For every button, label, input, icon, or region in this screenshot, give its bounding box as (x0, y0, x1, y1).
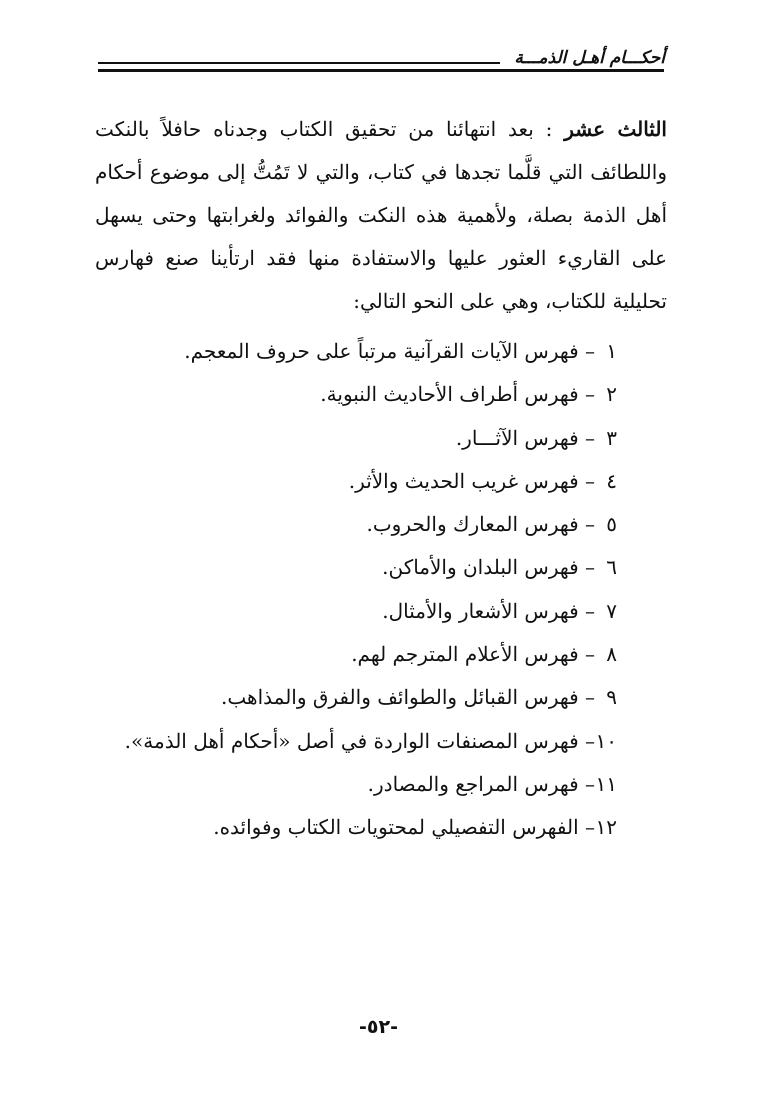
list-item: ١٠– فهرس المصنفات الواردة في أصل «أحكام أهل الذمة». (97, 720, 617, 763)
list-item: ١٢– الفهرس التفصيلي لمحتويات الكتاب وفوائده. (97, 806, 617, 849)
list-item-number: ١١ (595, 771, 617, 796)
list-item: ٩– فهرس القبائل والطوائف والفرق والمذاهب. (97, 676, 617, 719)
page-number: -٥٢- (359, 1016, 398, 1038)
list-item-text: فهرس الأعلام المترجم لهم. (351, 642, 579, 667)
list-item: ٤– فهرس غريب الحديث والأثر. (97, 460, 617, 503)
list-item: ٢– فهرس أطراف الأحاديث النبوية. (97, 373, 617, 416)
list-item-text: فهرس البلدان والأماكن. (382, 555, 579, 580)
list-item-number: ٣ (606, 425, 617, 450)
running-header: أحكـــام أهـل الذمـــة (514, 48, 665, 68)
list-item-text: فهرس المعارك والحروب. (366, 512, 579, 537)
header-rule-thick (98, 69, 664, 72)
list-item-number: ٥ (606, 512, 617, 537)
list-item-text: فهرس القبائل والطوائف والفرق والمذاهب. (221, 685, 579, 710)
list-item-number: ٤ (606, 468, 617, 493)
list-item: ١– فهرس الآيات القرآنية مرتباً على حروف المعجم. (97, 330, 617, 373)
list-item: ٦– فهرس البلدان والأماكن. (97, 546, 617, 589)
list-item-text: فهرس الآثـــار. (455, 425, 579, 450)
list-item-text: فهرس الآيات القرآنية مرتباً على حروف المعجم. (184, 339, 579, 363)
list-item-text: فهرس أطراف الأحاديث النبوية. (320, 382, 579, 407)
header-rule-thin (98, 62, 500, 64)
paragraph-lead-term: الثالث عشر (564, 117, 667, 141)
list-item-text: الفهرس التفصيلي لمحتويات الكتاب وفوائده. (213, 815, 579, 840)
list-item-text: فهرس غريب الحديث والأثر. (348, 468, 579, 493)
paragraph-text: : بعد انتهائنا من تحقيق الكتاب وجدناه حافلاً بالنكت واللطائف التي قلَّما تجدها في كتاب، والتي لا تَمُتُّ إلى موضوع أحكام أهل الذمة بصلة، ولأهمية هذه النكت والفوائد ولغرابتها وحتى يسهل على القاريء العثور عليها والاستفادة منها فقد ارتأينا صنع فهارس تحليلية للكتاب، وهي على النحو التالي: (95, 117, 667, 313)
list-item-number: ١٢ (595, 815, 617, 840)
list-item: ١١– فهرس المراجع والمصادر. (97, 763, 617, 806)
list-item-text: فهرس المصنفات الواردة في أصل «أحكام أهل الذمة». (124, 728, 579, 753)
list-item-number: ٨ (606, 642, 617, 667)
list-item: ٨– فهرس الأعلام المترجم لهم. (97, 633, 617, 676)
list-item-number: ١٠ (595, 728, 617, 753)
list-item-text: فهرس الأشعار والأمثال. (382, 598, 579, 623)
list-item: ٣– فهرس الآثـــار. (97, 417, 617, 460)
list-item: ٧– فهرس الأشعار والأمثال. (97, 590, 617, 633)
list-item-number: ٢ (606, 382, 617, 407)
list-item-text: فهرس المراجع والمصادر. (367, 771, 579, 796)
list-item-number: ١ (606, 339, 617, 363)
intro-paragraph (95, 108, 667, 323)
indexes-list (97, 330, 617, 850)
list-item-number: ٦ (606, 555, 617, 580)
list-item: ٥– فهرس المعارك والحروب. (97, 503, 617, 546)
list-item-number: ٧ (606, 598, 617, 623)
list-item-number: ٩ (606, 685, 617, 710)
